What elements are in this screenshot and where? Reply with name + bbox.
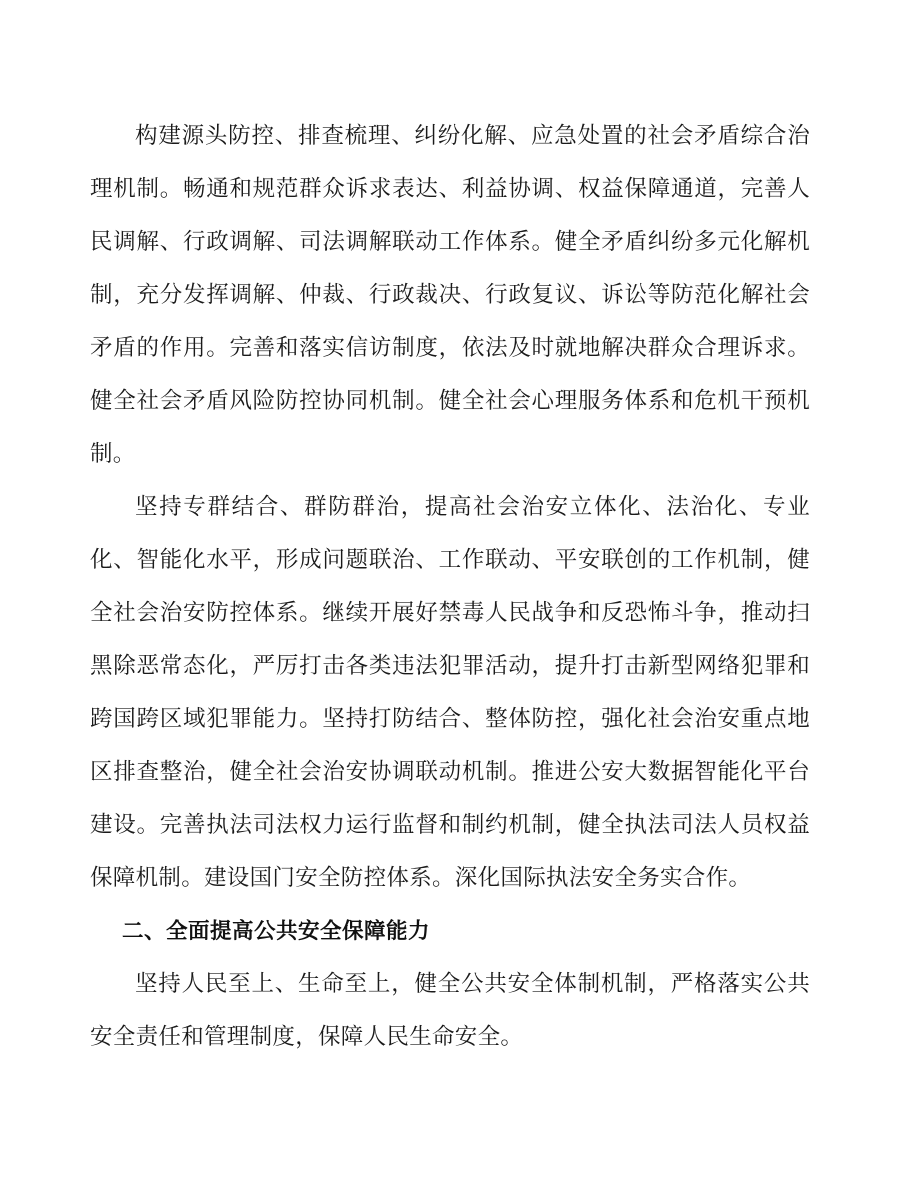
paragraph-social-conflict: 构建源头防控、排查梳理、纠纷化解、应急处置的社会矛盾综合治理机制。畅通和规范群众诉求表达、利益协调、权益保障通道，完善人民调解、行政调解、司法调解联动工作体系。健全矛盾纠纷多元化解机制，充分发挥调解、仲裁、行政裁决、行政复议、诉讼等防范化解社会矛盾的作用。完善和落实信访制度，依法及时就地解决群众合理诉求。健全社会矛盾风险防控协同机制。健全社会心理服务体系和危机干预机制。 [90,123,810,467]
document-page [90,110,810,1064]
section-heading: 二、全面提高公共安全保障能力 [122,919,431,944]
paragraph-public-order: 坚持专群结合、群防群治，提高社会治安立体化、法治化、专业化、智能化水平，形成问题联治、工作联动、平安联创的工作机制，健全社会治安防控体系。继续开展好禁毒人民战争和反恐怖斗争，推动扫黑除恶常态化，严厉打击各类违法犯罪活动，提升打击新型网络犯罪和跨国跨区域犯罪能力。坚持打防结合、整体防控，强化社会治安重点地区排查整治，健全社会治安协调联动机制。推进公安大数据智能化平台建设。完善执法司法权力运行监督和制约机制，健全执法司法人员权益保障机制。建设国门安全防控体系。深化国际执法安全务实合作。 [90,494,810,891]
paragraph-public-safety: 坚持人民至上、生命至上，健全公共安全体制机制，严格落实公共安全责任和管理制度，保障人民生命安全。 [90,971,810,1050]
